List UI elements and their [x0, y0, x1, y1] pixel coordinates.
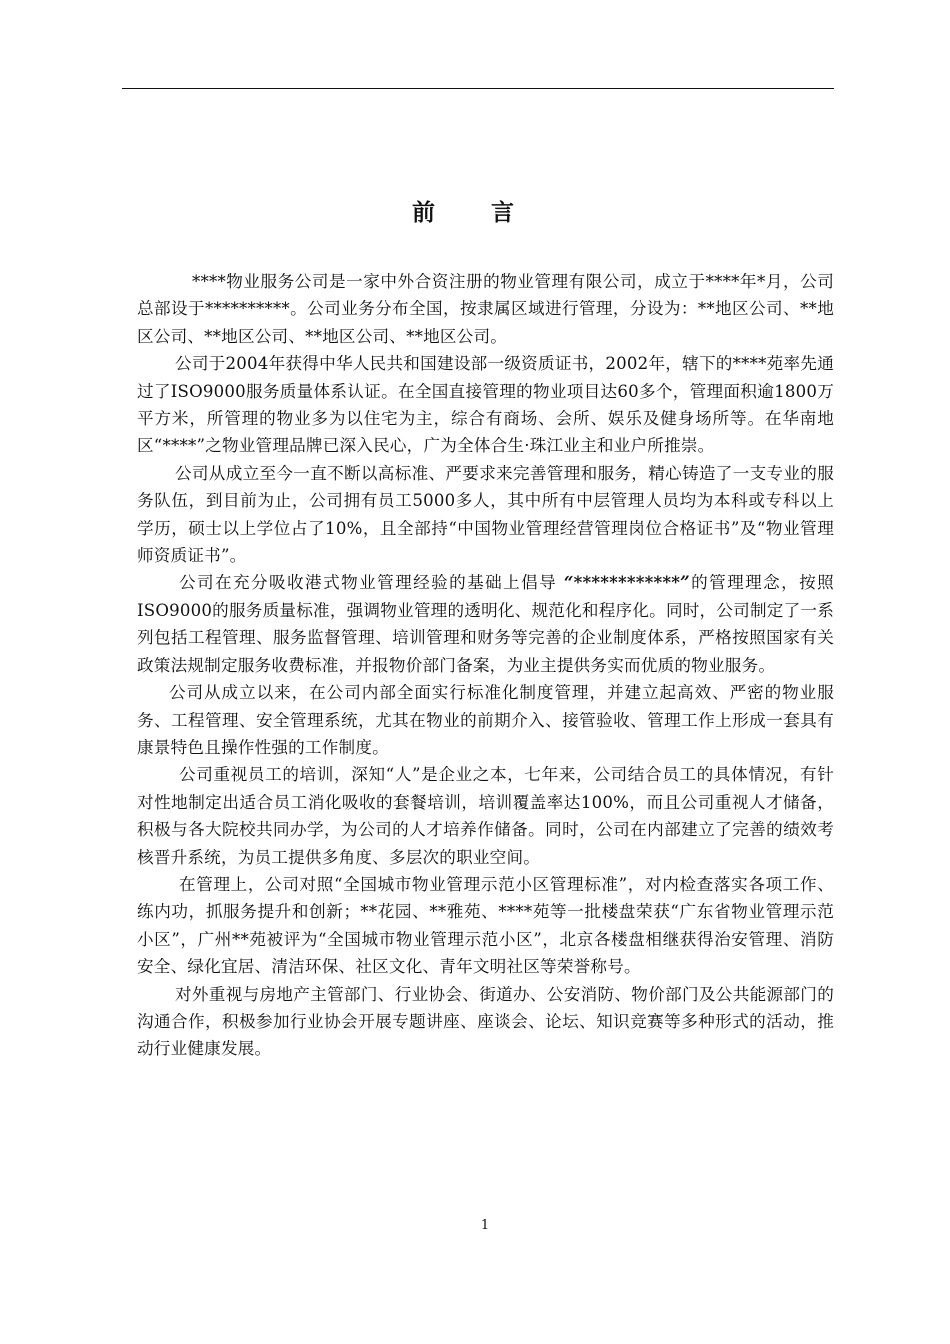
paragraph-awards — [137, 871, 834, 981]
paragraph-text: 公司于2004年获得中华人民共和国建设部一级资质证书，2002年，辖下的****苑率先通过了ISO9000服务质量体系认证。在全国直接管理的物业项目达60多个，管理面积逾1800万平方米，所管理的物业多为以住宅为主，综合有商场、会所、娱乐及健身场所等。在华南地区“****”之物业管理品牌已深入民心，广为全体合生·珠江业主和业户所推崇。 — [137, 354, 834, 456]
body-text — [137, 268, 834, 1063]
philosophy-emphasis: “************” — [563, 572, 690, 593]
paragraph-text: 公司重视员工的培训，深知“人”是企业之本，七年来，公司结合员工的具体情况，有针对性地制定出适合员工消化吸收的套餐培训，培训覆盖率达100%，而且公司重视人才储备，积极与各大院校共同办学，为公司的人才培养作储备。同时，公司在内部建立了完善的绩效考核晋升系统，为员工提供多角度、多层次的职业空间。 — [137, 765, 834, 867]
paragraph-text: 公司从成立以来，在公司内部全面实行标准化制度管理，并建立起高效、严密的物业服务、工程管理、安全管理系统，尤其在物业的前期介入、接管验收、管理工作上形成一套具有康景特色且操作性强的工作制度。 — [137, 683, 834, 757]
page-title: 前 言 — [411, 199, 538, 226]
paragraph-philosophy — [137, 569, 834, 679]
paragraph-company-intro — [137, 268, 834, 350]
paragraph-text: 在管理上，公司对照“全国城市物业管理示范小区管理标准”，对内检查落实各项工作、练内功，抓服务提升和创新；**花园、**雅苑、****苑等一批楼盘荣获“广东省物业管理示范小区”，广州**苑被评为“全国城市物业管理示范小区”，北京各楼盘相继获得治安管理、消防安全、绿化宜居、清洁环保、社区文化、青年文明社区等荣誉称号。 — [137, 874, 834, 977]
paragraph-training — [137, 761, 834, 871]
page-number: 1 — [480, 1218, 490, 1233]
paragraph-standardization — [137, 679, 834, 761]
paragraph-text: ****物业服务公司是一家中外合资注册的物业管理有限公司，成立于****年*月，公司总部设于**********。公司业务分布全国，按隶属区域进行管理，分设为：**地区公司、**地区公司、**地区公司、**地区公司、**地区公司。 — [137, 272, 834, 346]
paragraph-cooperation — [137, 981, 834, 1063]
paragraph-text: 的管理理念，按照ISO9000的服务质量标准，强调物业管理的透明化、规范化和程序化。同时，公司制定了一系列包括工程管理、服务监督管理、培训管理和财务等完善的企业制度体系，严格按照国家有关政策法规制定服务收费标准，并报物价部门备案，为业主提供务实而优质的物业服务。 — [137, 573, 834, 675]
paragraph-text-lead: 公司在充分吸收港式物业管理经验的基础上倡导 — [179, 573, 564, 593]
paragraph-qualifications — [137, 350, 834, 460]
paragraph-team — [137, 460, 834, 570]
header-rule — [122, 88, 834, 89]
paragraph-text: 对外重视与房地产主管部门、行业协会、街道办、公安消防、物价部门及公共能源部门的沟通合作，积极参加行业协会开展专题讲座、座谈会、论坛、知识竞赛等多种形式的活动，推动行业健康发展。 — [137, 984, 834, 1059]
paragraph-text: 公司从成立至今一直不断以高标准、严要求来完善管理和服务，精心铸造了一支专业的服务队伍，到目前为止，公司拥有员工5000多人，其中所有中层管理人员均为本科或专科以上学历，硕士以上学位占了10%，且全部持“中国物业管理经营管理岗位合格证书”及“物业管理师资质证书”。 — [137, 463, 834, 566]
